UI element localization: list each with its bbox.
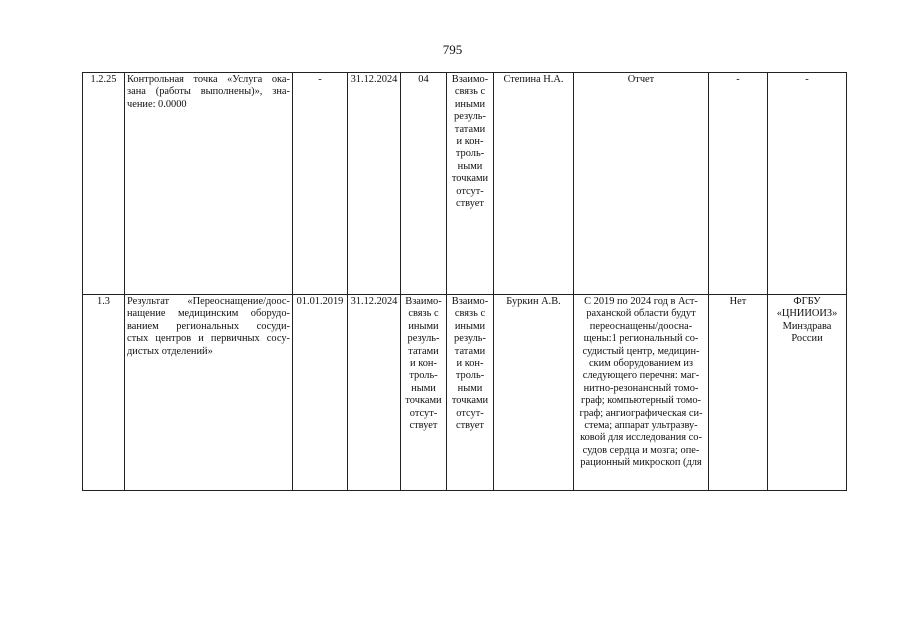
cell-type: Взаимо- связь с иными резуль- татами и кон- троль- ными точками отсут- ствует	[401, 295, 447, 491]
cell-flag: -	[709, 73, 768, 295]
cell-links: Взаимо- связь с иными резуль- татами и кон- троль- ными точками отсут- ствует	[447, 295, 494, 491]
cell-end-date: 31.12.2024	[348, 73, 401, 295]
plan-table	[82, 72, 847, 491]
cell-number: 1.3	[83, 295, 125, 491]
page-number: 795	[442, 42, 463, 57]
cell-start-date: -	[293, 73, 348, 295]
table-row	[83, 295, 847, 491]
cell-document: С 2019 по 2024 год в Аст- раханской области будут переоснащены/дооснa- щены:1 региональный со- судистый центр, медицин- ским оборудованием из следующего перечня: маг- нитно-резонансный томо- граф; компьютерный томо- граф; ангиографическая си- стема; аппарат ультразву- ковой для исследования со- судов сердца и мозга; опе- рационный микроскоп (для	[574, 295, 709, 491]
table-row	[83, 73, 847, 295]
cell-responsible: Степина Н.А.	[494, 73, 574, 295]
cell-flag: Нет	[709, 295, 768, 491]
cell-responsible: Буркин А.В.	[494, 295, 574, 491]
cell-name: Контрольная точка «Услуга ока- зана (работы выполнены)», зна- чение: 0.0000	[125, 73, 293, 295]
cell-number: 1.2.25	[83, 73, 125, 295]
cell-end-date: 31.12.2024	[348, 295, 401, 491]
cell-links: Взаимо- связь с иными резуль- татами и кон- троль- ными точками отсут- ствует	[447, 73, 494, 295]
cell-organization: ФГБУ «ЦНИИОИЗ» Минздрава России	[768, 295, 847, 491]
cell-organization: -	[768, 73, 847, 295]
cell-name: Результат «Переоснащение/доос- нащение медицинским оборудо- ванием региональных сосуди- стых центров и первичных сосу- дистых отделений»	[125, 295, 293, 491]
cell-type: 04	[401, 73, 447, 295]
cell-start-date: 01.01.2019	[293, 295, 348, 491]
cell-document: Отчет	[574, 73, 709, 295]
